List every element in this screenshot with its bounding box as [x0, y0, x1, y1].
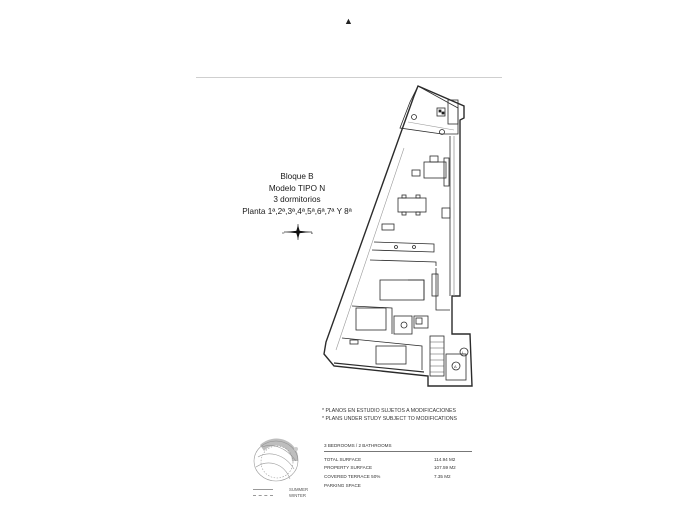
- surfaces-header: 3 BEDROOMS / 2 BATHROOMS: [324, 443, 472, 452]
- bed-bedroom-1: [380, 280, 424, 300]
- compass-bar: [286, 231, 310, 234]
- kitchen-appliance: [382, 224, 394, 230]
- bed-bedroom-3: [376, 346, 406, 364]
- terrace-chair: [442, 112, 444, 114]
- notes-block: [322, 407, 457, 423]
- kitchen-island: [442, 208, 450, 218]
- surface-label: TOTAL SURFACE: [324, 456, 362, 462]
- surface-label: COVERED TERRACE 50%: [324, 473, 381, 479]
- note-spanish: * PLANOS EN ESTUDIO SUJETOS A MODIFICACIONES: [322, 408, 456, 414]
- bedroom-count: 3 dormitorios: [273, 195, 321, 205]
- summer-line: [253, 489, 273, 490]
- sink: [395, 246, 398, 249]
- surface-value: 114.94 M2: [434, 456, 456, 462]
- sofa: [424, 162, 446, 178]
- compass-rose-icon: [282, 223, 314, 241]
- lift-label: L: [462, 350, 465, 355]
- sun-path-diagram: [244, 437, 304, 489]
- armchair: [430, 156, 438, 162]
- model-name: Modelo TIPO N: [268, 183, 326, 193]
- sun-icon: [294, 447, 298, 451]
- dining-chair: [416, 212, 420, 215]
- sun-legend: [253, 487, 308, 498]
- surfaces-table: [324, 443, 472, 489]
- terrace-rail: [408, 122, 454, 130]
- surface-row: [324, 455, 472, 464]
- stair-label: A: [454, 364, 457, 369]
- bathroom-1: [394, 316, 412, 334]
- sun-sector: [260, 439, 298, 461]
- note-english: * PLANS UNDER STUDY SUBJECT TO MODIFICATIONS: [322, 416, 457, 422]
- surface-row: [324, 481, 472, 490]
- surface-row: [324, 464, 472, 473]
- block-name: Bloque B: [280, 172, 314, 181]
- sun-path-low: [256, 463, 290, 479]
- stair-treads: [430, 342, 444, 372]
- dining-chair: [402, 212, 406, 215]
- basin: [416, 318, 422, 324]
- surface-label: PROPERTY SURFACE: [324, 465, 373, 471]
- winter-line: [253, 495, 273, 496]
- kitchen-counter: [372, 242, 434, 252]
- floor-list: Planta 1ª,2ª,3ª,4ª,5ª,6ª,7ª Y 8ª: [242, 206, 352, 216]
- top-marker-icon: ▲: [344, 16, 353, 26]
- terrace-chair: [439, 110, 441, 112]
- nightstand: [350, 340, 358, 344]
- bed-bedroom-2: [356, 308, 386, 330]
- toilet: [401, 322, 407, 328]
- dining-table: [398, 198, 426, 212]
- sun-path-equinox: [258, 454, 294, 469]
- surface-value: 7.35 M2: [434, 473, 451, 479]
- dining-chair: [402, 195, 406, 198]
- surface-label: PARKING SPACE: [324, 482, 361, 488]
- armchair: [412, 170, 420, 176]
- dining-chair: [416, 195, 420, 198]
- terrace-plant: [412, 115, 417, 120]
- partition-wall: [370, 260, 436, 266]
- floor-plan: [312, 84, 482, 390]
- compass-letter-w: O: [282, 231, 285, 235]
- legend-winter: WINTER: [289, 492, 306, 498]
- surface-row: [324, 472, 472, 481]
- header-divider: [196, 77, 502, 78]
- compass-letter-e: E: [311, 231, 314, 235]
- hob: [413, 246, 416, 249]
- surface-value: 107.59 M2: [434, 465, 456, 471]
- legend-summer: SUMMER: [289, 487, 309, 492]
- bed-headboard: [408, 280, 424, 300]
- wardrobe: [432, 274, 438, 296]
